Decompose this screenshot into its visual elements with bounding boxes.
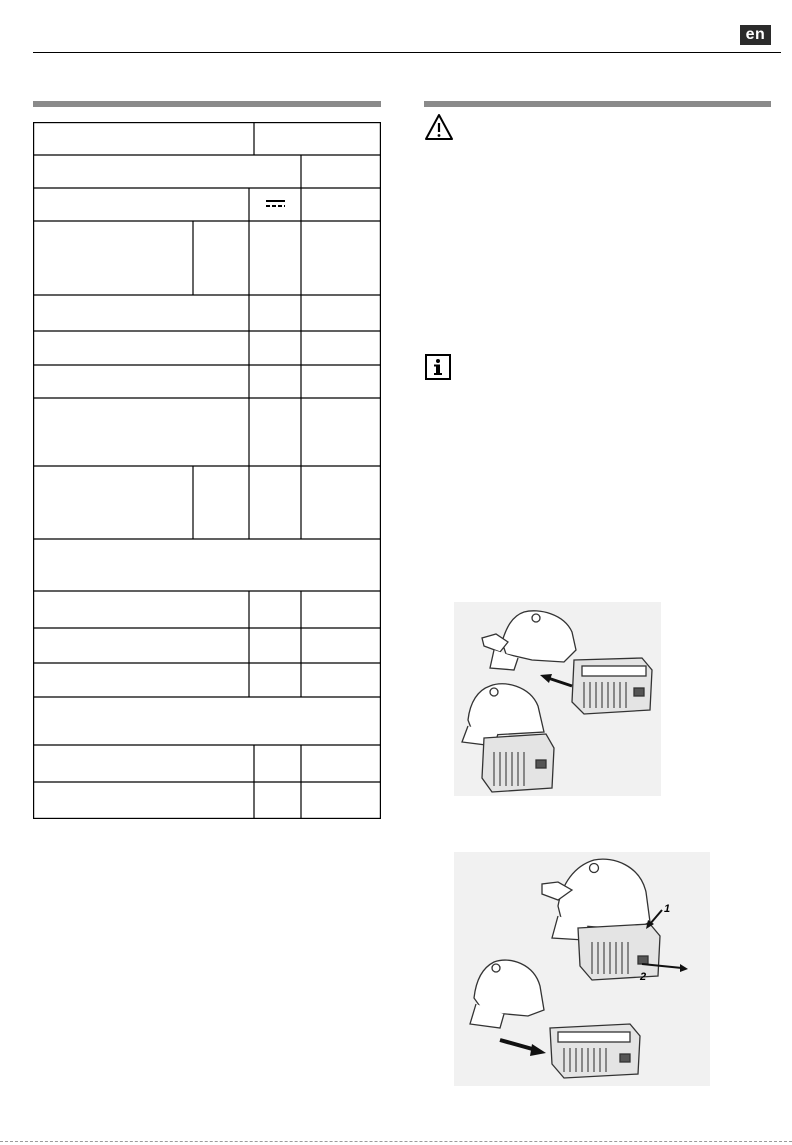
callout-1: 1	[664, 903, 671, 915]
table-border	[34, 123, 381, 819]
footer-rule	[0, 1141, 792, 1142]
header-rule	[33, 52, 781, 53]
battery-insert-illustration	[454, 602, 661, 796]
info-icon	[425, 354, 451, 380]
left-section-bar	[33, 101, 381, 107]
right-section-bar	[424, 101, 771, 107]
specification-table-grid	[33, 122, 381, 819]
language-badge: en	[740, 25, 771, 45]
callout-2: 2	[640, 971, 647, 983]
warning-triangle-icon	[424, 113, 454, 141]
battery-remove-illustration	[454, 852, 710, 1086]
dc-symbol-icon	[266, 201, 285, 206]
specification-table	[33, 122, 381, 819]
